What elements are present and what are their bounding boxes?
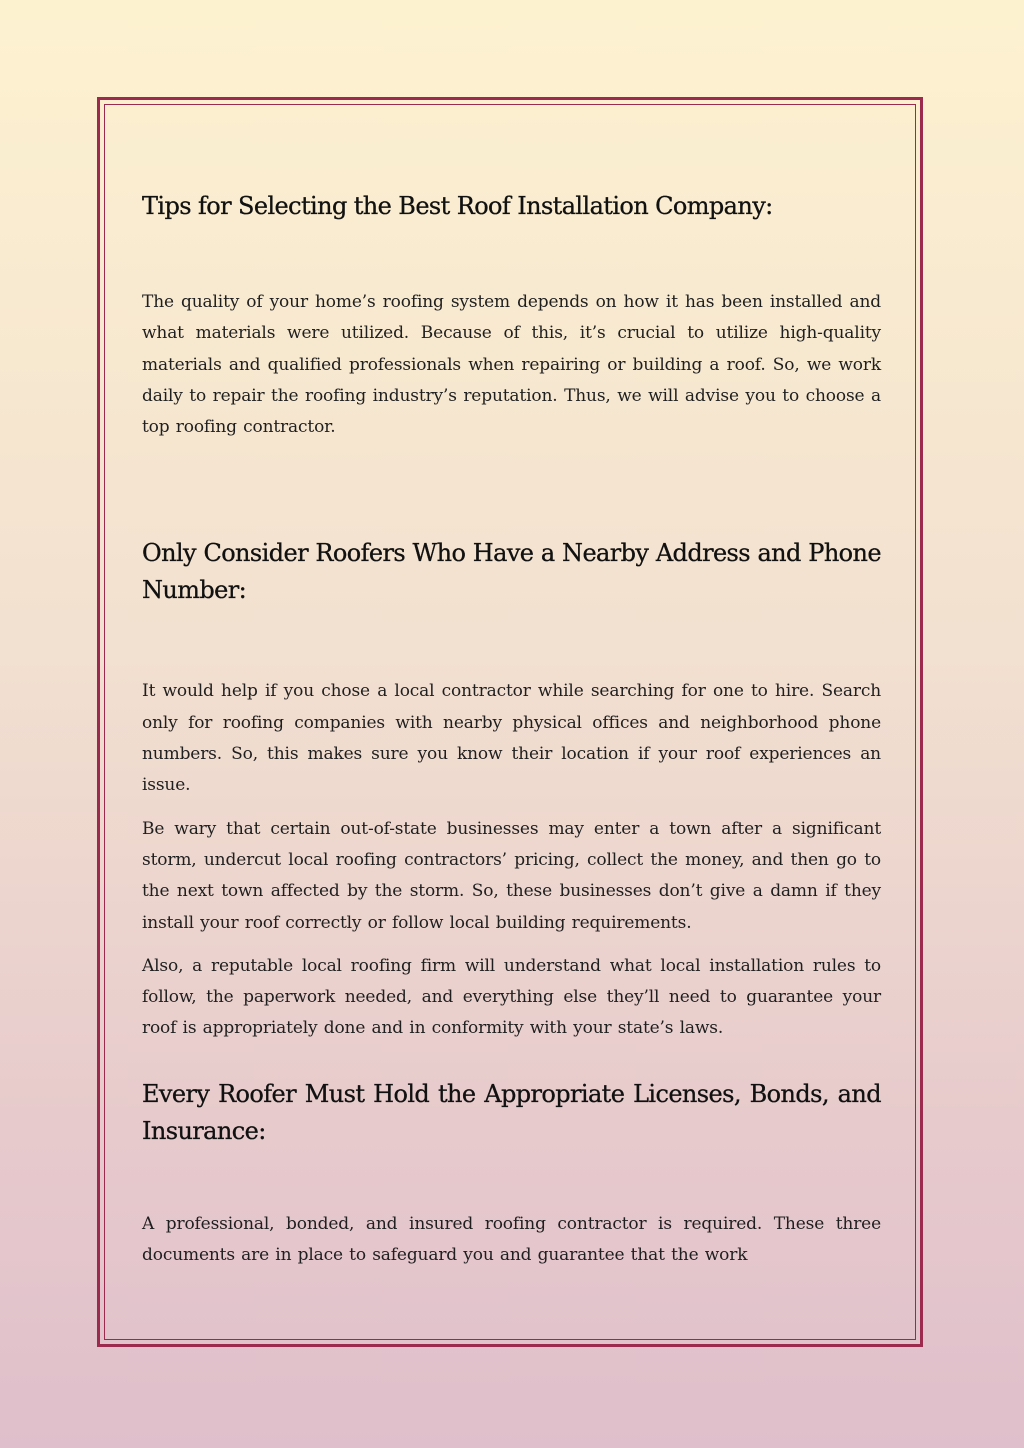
section-heading-local-roofers: Only Consider Roofers Who Have a Nearby Address and Phone Number: (142, 539, 881, 605)
document-body (142, 188, 881, 1271)
paragraph-licensed-contractor: A professional, bonded, and insured roofing contractor is required. These three documents are in place to safeguard you and guarantee that the work (142, 1213, 881, 1266)
paragraph-reputable-firm: Also, a reputable local roofing firm will understand what local installation rules to follow, the paperwork needed, and everything else they’ll need to guarantee your roof is appropriately done and in conformity with your state’s laws. (142, 955, 881, 1039)
section-heading-tips: Tips for Selecting the Best Roof Installation Company: (142, 192, 773, 220)
paragraph-out-of-state: Be wary that certain out-of-state businesses may enter a town after a significant storm, undercut local roofing contractors’ pricing, collect the money, and then go to the next town affected by the storm. So, these businesses don’t give a damn if they install your roof correctly or follow local building requirements. (142, 818, 881, 933)
paragraph-local-contractor: It would help if you chose a local contractor while searching for one to hire. Search only for roofing companies with nearby physical offices and neighborhood phone numbers. So, this makes sure you know their location if your roof experiences an issue. (142, 681, 881, 796)
section-heading-licenses: Every Roofer Must Hold the Appropriate Licenses, Bonds, and Insurance: (142, 1079, 881, 1145)
paragraph-roof-quality: The quality of your home’s roofing system depends on how it has been installed and what materials were utilized. Because of this, it’s crucial to utilize high-quality materials and qualified professionals when repairing or building a roof. So, we work daily to repair the roofing industry’s reputation. Thus, we will advise you to choose a top roofing contractor. (142, 292, 881, 438)
